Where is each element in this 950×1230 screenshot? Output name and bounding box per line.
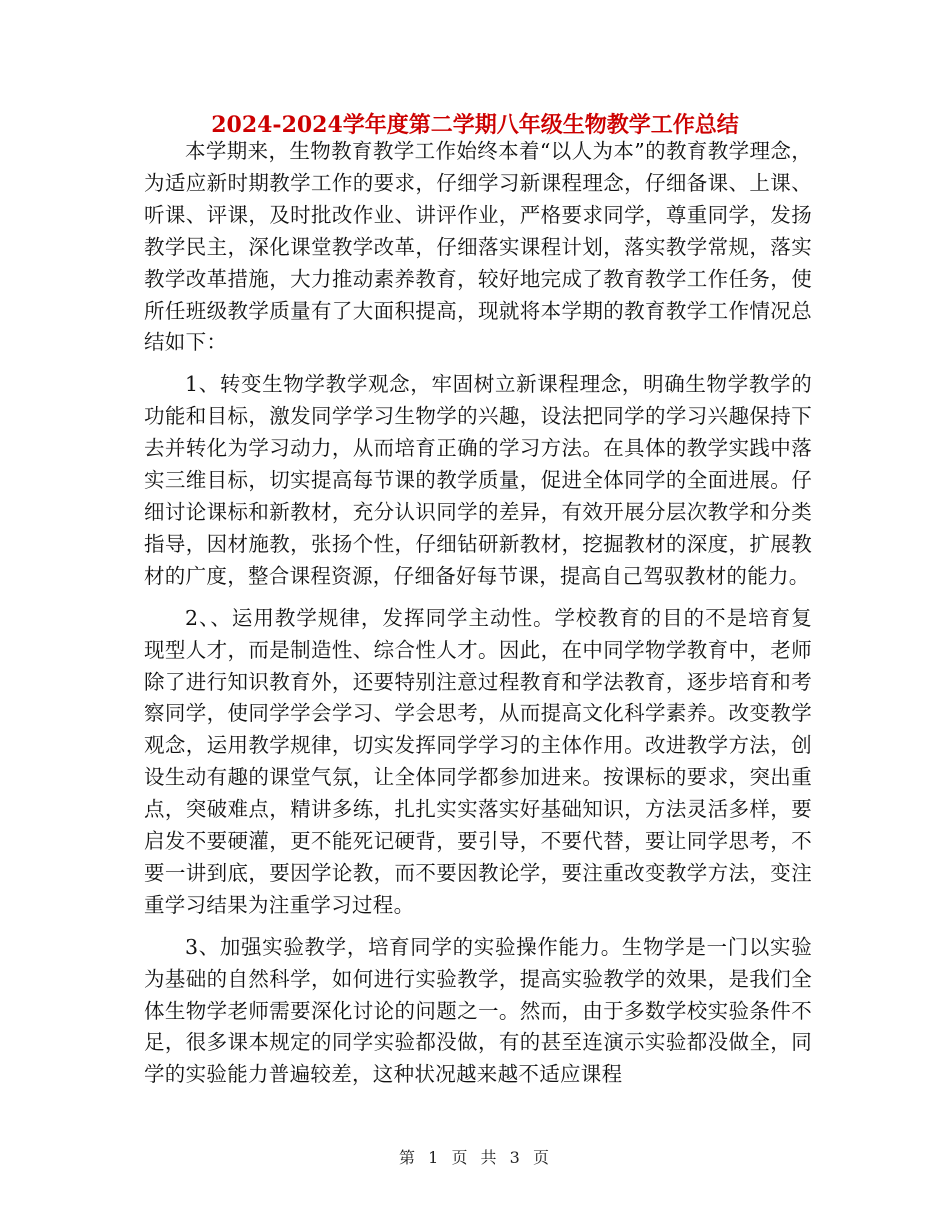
paragraph-section-2: 2、、运用教学规律，发挥同学主动性。学校教育的目的不是培育复现型人才，而是制造性、综合性人才。因此，在中同学物学教育中，老师除了进行知识教育外，还要特别注意过程教育和学法教育，逐步培育和考察同学，使同学学会学习、学会思考，从而提高文化科学素养。改变教学观念，运用教学规律，切实发挥同学学习的主体作用。改进教学方法，创设生动有趣的课堂气氛，让全体同学都参加进来。按课标的要求，突出重点，突破难点，精讲多练，扎扎实实落实好基础知识，方法灵活多样，要启发不要硬灌，更不能死记硬背，要引导，不要代替，要让同学思考，不要一讲到底，要因学论教，而不要因教论学，要注重改变教学方法，变注重学习结果为注重学习过程。 — [144, 605, 812, 917]
paragraph-intro: 本学期来，生物教育教学工作始终本着“以人为本”的教育教学理念，为适应新时期教学工作的要求，仔细学习新课程理念，仔细备课、上课、听课、评课，及时批改作业、讲评作业，严格要求同学，尊重同学，发扬教学民主，深化课堂教学改革，仔细落实课程计划，落实教学常规，落实教学改革措施，大力推动素养教育，较好地完成了教育教学工作任务，使所任班级教学质量有了大面积提高，现就将本学期的教育教学工作情况总结如下： — [144, 139, 812, 355]
page-footer — [0, 1147, 950, 1169]
footer-page-label: 第 — [399, 1148, 418, 1167]
footer-total-unit: 页 — [532, 1148, 551, 1167]
footer-total-label: 共 — [480, 1148, 499, 1167]
footer-total-pages: 3 — [509, 1148, 522, 1167]
footer-page-unit: 页 — [451, 1148, 470, 1167]
paragraph-section-3: 3、加强实验教学，培育同学的实验操作能力。生物学是一门以实验为基础的自然科学，如何进行实验教学，提高实验教学的效果，是我们全体生物学老师需要深化讨论的问题之一。然而，由于多数学校实验条件不足，很多课本规定的同学实验都没做，有的甚至连演示实验都没做全，同学的实验能力普遍较差，这种状况越来越不适应课程 — [144, 934, 812, 1087]
document-body — [144, 136, 812, 1101]
document-title: 2024-2024学年度第二学期八年级生物教学工作总结 — [211, 112, 739, 138]
paragraph-section-1: 1、转变生物学教学观念，牢固树立新课程理念，明确生物学教学的功能和目标，激发同学学习生物学的兴趣，设法把同学的学习兴趣保持下去并转化为学习动力，从而培育正确的学习方法。在具体的教学实践中落实三维目标，切实提高每节课的教学质量，促进全体同学的全面进展。仔细讨论课标和新教材，充分认识同学的差异，有效开展分层次教学和分类指导，因材施教，张扬个性，仔细钻研新教材，挖掘教材的深度，扩展教材的广度，整合课程资源，仔细备好每节课，提高自己驾驭教材的能力。 — [144, 372, 812, 588]
footer-page-number: 1 — [428, 1148, 441, 1167]
